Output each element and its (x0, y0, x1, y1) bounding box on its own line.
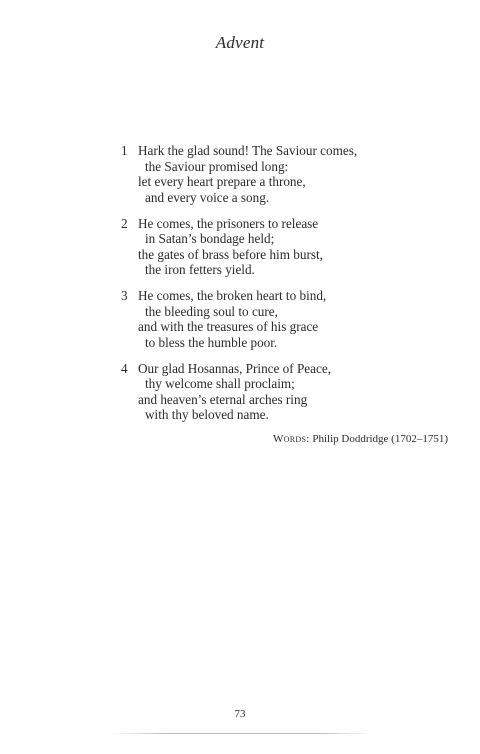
verse-number: 1 (121, 143, 128, 158)
verse-number: 4 (121, 360, 128, 376)
verse-line: Our glad Hosannas, Prince of Peace, (138, 360, 331, 376)
verse-line: in Satan’s bondage held; (145, 231, 275, 246)
words-credit (273, 433, 448, 445)
verse-line: He comes, the prisoners to release (138, 215, 319, 231)
bottom-divider (112, 733, 372, 734)
verse-line: the gates of brass before him burst, (138, 246, 323, 262)
verse-line: and with the treasures of his grace (138, 319, 319, 334)
verse-line: with thy beloved name. (145, 407, 269, 422)
credit-author: Philip Doddridge (1702–1751) (312, 433, 449, 445)
verse-line: thy welcome shall proclaim; (145, 376, 295, 391)
verse-line: the bleeding soul to cure, (145, 303, 278, 319)
credit-label: Words: (273, 433, 310, 445)
verse-1 (121, 143, 381, 205)
verse-number: 3 (121, 288, 128, 303)
verse-number: 2 (121, 215, 128, 231)
page-header: Advent (215, 33, 265, 52)
verse-3 (121, 288, 381, 350)
verse-line: and heaven’s eternal arches ring (138, 391, 308, 407)
page-number: 73 (234, 708, 246, 720)
verse-line: Hark the glad sound! The Saviour comes, (138, 143, 358, 158)
verse-4 (121, 361, 381, 423)
verse-line: and every voice a song. (145, 189, 270, 205)
verse-line: let every heart prepare a throne, (138, 174, 306, 189)
verse-line: the iron fetters yield. (145, 262, 255, 277)
verse-2 (121, 216, 381, 278)
verse-line: the Saviour promised long: (145, 158, 289, 174)
hymn-text (121, 143, 381, 433)
verse-line: He comes, the broken heart to bind, (138, 288, 327, 303)
verse-line: to bless the humble poor. (145, 334, 278, 350)
